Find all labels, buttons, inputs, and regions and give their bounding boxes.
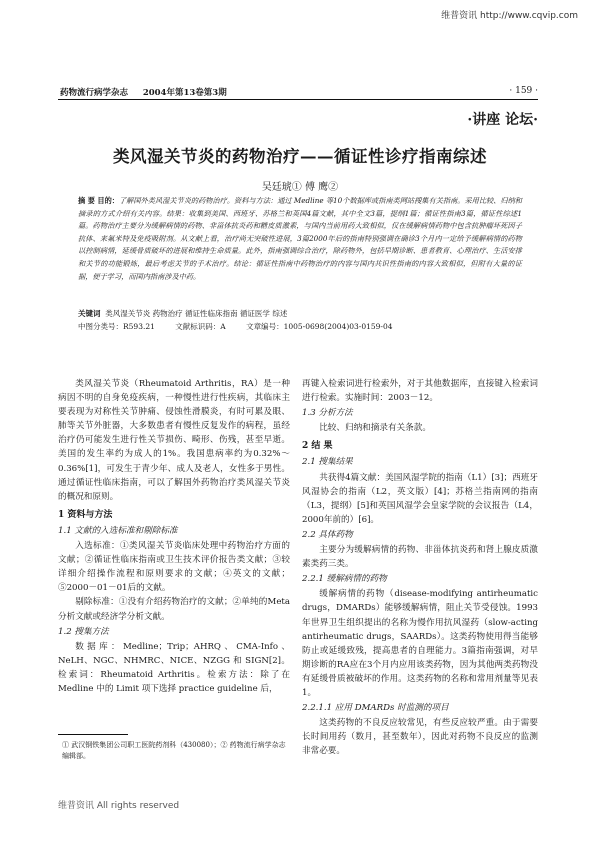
- left-column: [58, 377, 290, 696]
- section-2-1-heading: 2.1 搜集结果: [302, 457, 353, 468]
- section-2-2-1-1-heading: 2.2.1.1 应用 DMARDs 时监测的项目: [302, 703, 449, 714]
- classification-ids: [78, 321, 522, 333]
- databases-paragraph: 数据库：Medline；Trip；AHRQ、CMA-Info、NeLH、NGC、NHMRC、NICE、NZGG 和 SIGN[2]。检索词：Rheumatoid Arthritis。检索方法：除了在 Medline 中的 Limit 项下选择 practice guideline 后，: [58, 641, 290, 694]
- abstract: [78, 195, 522, 283]
- keywords-label: 关键词: [78, 309, 101, 318]
- watermark-top: 维普资讯 http://www.cqvip.com: [441, 11, 578, 21]
- page-number: · 159 ·: [509, 86, 538, 96]
- clc-number: 中图分类号：R593.21: [78, 322, 155, 331]
- header-rule: [58, 99, 538, 100]
- abstract-text: 了解国外类风湿关节炎的药物治疗。资料与方法：通过 Medline 等10个数据库或指南类网站搜集有关指南。采用比较、归纳和摘录的方式介绍有关内容。结果：收集到美国、西班牙、苏格兰和英国4篇文献，其中全文3篇，提纲1篇；循证性指南3篇，循证性综述1篇。药物治疗主要分为缓解病情的药物、非甾体抗炎药和糖皮质激素，与国内当前用药大致相似，仅在缓解病情药物中包含抗肿瘤坏死因子抗体、来氟米特及免疫吸附剂。从文献上看，治疗尚无突破性进展，3篇2000年后的指南特别强调在确诊3个月内一定给予缓解病情的药物以控制病情，延缓骨质破坏的进展和维持生命质量。此外，指南强调综合治疗，除药物外，包括早期诊断、患者教育、心理治疗、生活安排和关节的功能锻炼，最后考虑关节的手术治疗。结论：循证性指南中药物治疗的内容与国内共识性指南的内容大致相似，但附有大量的证据，便于学习，而国内指南涉及中药。: [78, 196, 522, 281]
- intro-paragraph: 类风湿关节炎（Rheumatoid Arthritis，RA）是一种病因不明的自身免疫疾病，一种慢性进行性疾病，其临床主要表现为对称性关节肿痛、侵蚀性滑膜炎，有时可累及眼、肺等关节外脏器，大多数患者有慢性反复发作的病程，虽经治疗仍可能发生进行性关节损伤、畸形、伤残，甚至早逝。美国的发生率约为成人的1%。我国患病率约为0.32%～0.36%[1]，可发生于青少年、成人及老人，女性多于男性。通过循证性临床指南，可以了解国外药物治疗类风湿关节炎的概况和原则。: [58, 379, 290, 502]
- issue-info: 2004年第13卷第3期: [142, 88, 227, 98]
- section-2-2-heading: 2.2 具体药物: [302, 529, 353, 540]
- article-number: 文章编号：1005-0698(2004)03-0159-04: [246, 322, 393, 331]
- monitor-paragraph: 这类药物的不良反应较常见，有些反应较严重。由于需要长时间用药（数月，甚至数年），因此对药物不良反应的监测非常必要。: [302, 718, 538, 757]
- section-2-2-1-heading: 2.2.1 缓解病情的药物: [302, 574, 387, 585]
- section-1-3-heading: 1.3 分析方法: [302, 408, 353, 419]
- drugs-paragraph: 主要分为缓解病情的药物、非甾体抗炎药和肾上腺皮质激素类药三类。: [302, 545, 538, 570]
- author-footnote: ① 武汉钢铁集团公司职工医院药剂科（430080）；② 药物流行病学杂志编辑部。: [62, 741, 286, 760]
- inclusion-criteria: 入选标准：①类风湿关节炎临床处理中药物治疗方面的文献；②循证性临床指南或卫生技术评价报告类文献；③较详细介绍操作流程和原则要求的文献；④英文的文献；⑤2000－01－01后的文献。: [58, 541, 290, 594]
- section-2-heading: 2 结 果: [302, 441, 333, 452]
- exclusion-criteria: 剔除标准：①没有介绍药物治疗的文献；②单纯的Meta分析文献或经济学分析文献。: [58, 597, 290, 622]
- authors: 吴廷琥① 傅 鹰②: [261, 182, 339, 193]
- document-code: 文献标识码：A: [175, 322, 226, 331]
- column-tag: ·讲座 论坛·: [467, 112, 538, 128]
- analysis-paragraph: 比较、归纳和摘录有关条款。: [319, 423, 431, 434]
- dmards-paragraph: 缓解病情的药物（disease-modifying antirheumatic drugs，DMARDs）能够缓解病情，阻止关节受侵蚀。1993年世界卫生组织提出的名称为慢作用抗风湿药（slow-acting antirheumatic drugs，SAARDs）。这类药物使用得当能够防止或延缓致残，提高患者的自理能力。3篇指南强调，对早期诊断的RA应在3个月内应用该类药物，因为其他两类药物没有延缓骨质被破坏的作用。这类药物的名称和常用剂量等见表1。: [302, 589, 538, 698]
- journal-name: 药物流行病学杂志: [60, 88, 129, 98]
- section-1-1-heading: 1.1 文献的入选标准和剔除标准: [58, 525, 178, 536]
- right-column: [302, 377, 538, 758]
- section-1-2-heading: 1.2 搜集方法: [58, 626, 109, 637]
- article-title: 类风湿关节炎的药物治疗——循证性诊疗指南综述: [113, 147, 487, 166]
- continued-paragraph: 再键入检索词进行检索外，对于其他数据库，直接键入检索词进行检索。实施时间：2003－12。: [302, 379, 538, 404]
- abstract-lead: 摘 要 目的：: [78, 196, 119, 205]
- footnote-rule: [58, 734, 128, 735]
- keywords-text: 类风湿关节炎 药物治疗 循证性临床指南 循证医学 综述: [105, 309, 288, 318]
- watermark-bottom: 维普资讯 All rights reserved: [58, 801, 180, 811]
- results-paragraph: 共获得4篇文献：美国风湿学院的指南（L1）[3]；西班牙风湿协会的指南（L2，英文版）[4]；苏格兰指南网的指南（L3，提纲）[5]和英国风湿学会皇家学院的会议报告（L4，2000年前的）[6]。: [302, 472, 538, 525]
- running-header-left: [60, 86, 227, 98]
- keywords: [78, 308, 522, 320]
- section-1-heading: 1 资料与方法: [58, 509, 113, 520]
